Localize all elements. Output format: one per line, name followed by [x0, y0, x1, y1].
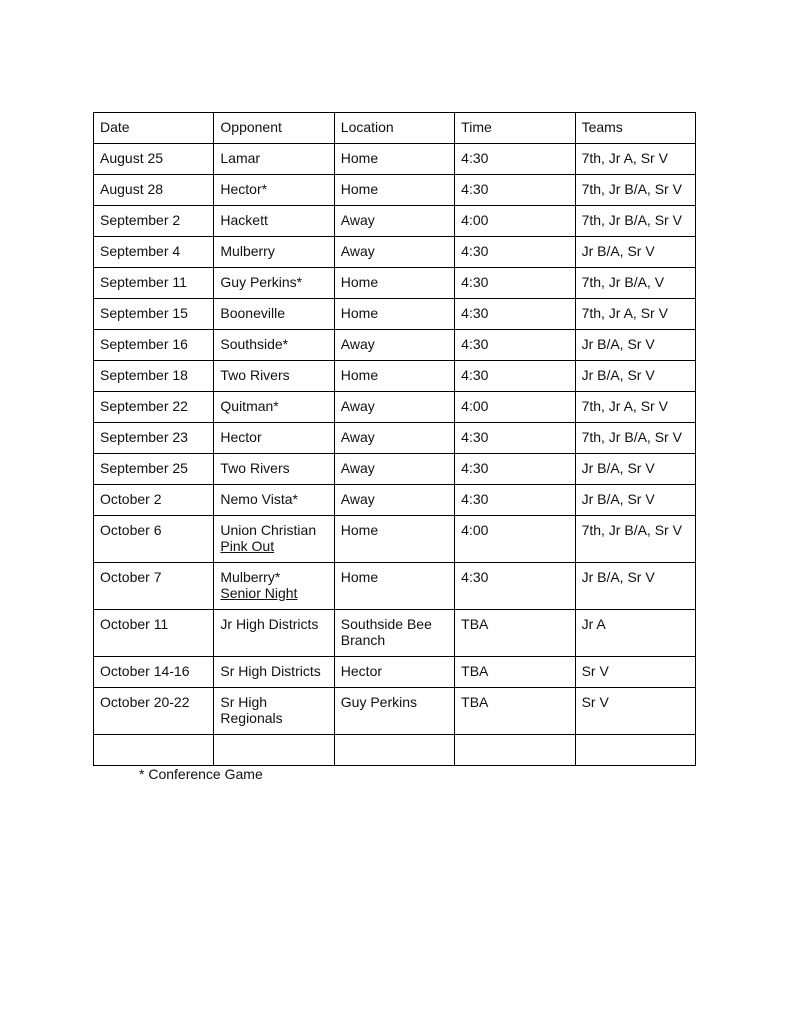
- cell-teams: [575, 144, 695, 175]
- cell-text: Branch: [340, 632, 386, 648]
- cell-date: [94, 657, 214, 688]
- cell-date: [94, 392, 214, 423]
- cell-opponent: [214, 206, 334, 237]
- cell-text: 4:30: [461, 243, 489, 259]
- schedule-table: [93, 112, 696, 766]
- cell-teams: [575, 330, 695, 361]
- cell-teams: [575, 361, 695, 392]
- cell-time: [455, 657, 575, 688]
- cell-location: [334, 392, 454, 423]
- cell-text: Home: [340, 305, 379, 321]
- cell-opponent: [214, 423, 334, 454]
- cell-teams: [575, 563, 695, 610]
- table-row: [94, 392, 696, 423]
- cell-text: September 2: [100, 212, 181, 228]
- cell-text: Regionals: [220, 710, 283, 726]
- cell-text: Away: [340, 460, 375, 476]
- cell-text: Hector: [340, 663, 383, 679]
- cell-text: 4:30: [461, 429, 489, 445]
- cell-date: [94, 299, 214, 330]
- cell-opponent: [214, 688, 334, 735]
- cell-text: Guy Perkins*: [220, 274, 303, 290]
- cell-time: [455, 268, 575, 299]
- cell-location: [334, 610, 454, 657]
- cell-teams: [575, 454, 695, 485]
- cell-date: [94, 237, 214, 268]
- table-row: [94, 735, 696, 766]
- cell-text: 7th, Jr B/A, Sr V: [581, 212, 682, 228]
- cell-text: 7th, Jr A, Sr V: [581, 150, 668, 166]
- cell-text: Nemo Vista*: [220, 491, 298, 507]
- cell-teams: [575, 392, 695, 423]
- footnote: * Conference Game: [139, 766, 263, 782]
- cell-location: [334, 206, 454, 237]
- cell-text: October 2: [100, 491, 162, 507]
- cell-time: [455, 206, 575, 237]
- cell-text: Sr High Districts: [220, 663, 321, 679]
- cell-time: [455, 392, 575, 423]
- cell-time: [455, 688, 575, 735]
- cell-opponent: [214, 454, 334, 485]
- table-row: [94, 485, 696, 516]
- header-teams: Teams: [575, 113, 695, 144]
- header-location: Location: [334, 113, 454, 144]
- cell-opponent: [214, 610, 334, 657]
- cell-date: [94, 268, 214, 299]
- cell-text: 4:30: [461, 305, 489, 321]
- cell-text: Quitman*: [220, 398, 279, 414]
- cell-text: Hector: [220, 429, 262, 445]
- cell-teams: [575, 610, 695, 657]
- cell-text: Southside*: [220, 336, 289, 352]
- table-row: [94, 299, 696, 330]
- cell-opponent: [214, 361, 334, 392]
- table-row: [94, 657, 696, 688]
- cell-text: Away: [340, 398, 375, 414]
- cell-location: [334, 454, 454, 485]
- cell-text: September 4: [100, 243, 181, 259]
- cell-text: Guy Perkins: [340, 694, 418, 710]
- header-row: [94, 113, 696, 144]
- cell-location: [334, 361, 454, 392]
- cell-date: [94, 175, 214, 206]
- cell-date: [94, 423, 214, 454]
- cell-time: [455, 423, 575, 454]
- cell-text: Mulberry*: [220, 569, 281, 585]
- cell-opponent: [214, 657, 334, 688]
- cell-teams: [575, 237, 695, 268]
- schedule-body: [94, 144, 696, 766]
- cell-text: Mulberry: [220, 243, 275, 259]
- cell-teams: [575, 516, 695, 563]
- cell-text: Jr B/A, Sr V: [581, 243, 655, 259]
- cell-text: Away: [340, 212, 375, 228]
- table-row: [94, 688, 696, 735]
- cell-text: 4:30: [461, 367, 489, 383]
- cell-text: 4:30: [461, 491, 489, 507]
- cell-text: Two Rivers: [220, 460, 290, 476]
- cell-text: Senior Night: [220, 585, 298, 601]
- table-row: [94, 516, 696, 563]
- cell-text: Sr High: [220, 694, 268, 710]
- cell-text: Union Christian: [220, 522, 317, 538]
- cell-teams: [575, 735, 695, 766]
- cell-text: 4:30: [461, 569, 489, 585]
- cell-location: [334, 330, 454, 361]
- cell-time: [455, 735, 575, 766]
- cell-text: 7th, Jr A, Sr V: [581, 398, 668, 414]
- cell-text: TBA: [461, 663, 489, 679]
- table-row: [94, 423, 696, 454]
- cell-opponent: [214, 735, 334, 766]
- header-date: Date: [94, 113, 214, 144]
- cell-text: September 25: [100, 460, 188, 476]
- cell-date: [94, 454, 214, 485]
- cell-text: September 15: [100, 305, 188, 321]
- cell-opponent: [214, 485, 334, 516]
- cell-time: [455, 330, 575, 361]
- cell-time: [455, 361, 575, 392]
- cell-opponent: [214, 330, 334, 361]
- table-row: [94, 144, 696, 175]
- cell-text: Booneville: [220, 305, 285, 321]
- cell-location: [334, 657, 454, 688]
- cell-date: [94, 485, 214, 516]
- cell-text: 4:00: [461, 522, 489, 538]
- table-row: [94, 610, 696, 657]
- cell-location: [334, 268, 454, 299]
- cell-text: Jr B/A, Sr V: [581, 460, 655, 476]
- table-row: [94, 361, 696, 392]
- table-row: [94, 330, 696, 361]
- cell-text: Lamar: [220, 150, 261, 166]
- cell-opponent: [214, 268, 334, 299]
- cell-text: September 23: [100, 429, 188, 445]
- cell-text: 4:30: [461, 274, 489, 290]
- cell-time: [455, 563, 575, 610]
- cell-location: [334, 423, 454, 454]
- cell-text: TBA: [461, 616, 489, 632]
- cell-text: Sr V: [581, 663, 609, 679]
- cell-text: October 20-22: [100, 694, 190, 710]
- cell-text: August 28: [100, 181, 164, 197]
- cell-opponent: [214, 175, 334, 206]
- cell-text: 4:30: [461, 150, 489, 166]
- cell-text: Away: [340, 336, 375, 352]
- cell-location: [334, 688, 454, 735]
- cell-time: [455, 299, 575, 330]
- cell-text: Southside Bee: [340, 616, 432, 632]
- cell-date: [94, 361, 214, 392]
- cell-date: [94, 735, 214, 766]
- cell-teams: [575, 206, 695, 237]
- cell-time: [455, 454, 575, 485]
- cell-opponent: [214, 392, 334, 423]
- cell-teams: [575, 423, 695, 454]
- cell-date: [94, 610, 214, 657]
- cell-text: 7th, Jr B/A, Sr V: [581, 522, 682, 538]
- cell-location: [334, 735, 454, 766]
- cell-text: Away: [340, 429, 375, 445]
- cell-date: [94, 144, 214, 175]
- cell-opponent: [214, 237, 334, 268]
- cell-text: September 22: [100, 398, 188, 414]
- header-time: Time: [455, 113, 575, 144]
- cell-text: August 25: [100, 150, 164, 166]
- cell-text: 7th, Jr B/A, V: [581, 274, 665, 290]
- table-row: [94, 268, 696, 299]
- cell-time: [455, 485, 575, 516]
- cell-opponent: [214, 144, 334, 175]
- cell-text: Jr B/A, Sr V: [581, 336, 655, 352]
- cell-teams: [575, 657, 695, 688]
- cell-text: 4:30: [461, 181, 489, 197]
- cell-text: Away: [340, 491, 375, 507]
- cell-text: Two Rivers: [220, 367, 290, 383]
- cell-location: [334, 237, 454, 268]
- cell-text: October 11: [100, 616, 169, 632]
- cell-text: October 7: [100, 569, 162, 585]
- cell-text: Home: [340, 181, 379, 197]
- cell-teams: [575, 485, 695, 516]
- cell-teams: [575, 175, 695, 206]
- cell-text: Jr B/A, Sr V: [581, 491, 655, 507]
- cell-text: September 16: [100, 336, 188, 352]
- table-row: [94, 454, 696, 485]
- cell-opponent: [214, 516, 334, 563]
- cell-location: [334, 144, 454, 175]
- table-row: [94, 206, 696, 237]
- cell-text: Hackett: [220, 212, 268, 228]
- cell-text: Home: [340, 150, 379, 166]
- cell-text: 7th, Jr B/A, Sr V: [581, 429, 682, 445]
- cell-time: [455, 175, 575, 206]
- cell-text: Jr High Districts: [220, 616, 319, 632]
- cell-text: 7th, Jr A, Sr V: [581, 305, 668, 321]
- cell-text: Pink Out: [220, 538, 275, 554]
- cell-opponent: [214, 563, 334, 610]
- cell-text: Away: [340, 243, 375, 259]
- cell-time: [455, 516, 575, 563]
- cell-teams: [575, 688, 695, 735]
- cell-text: 4:30: [461, 460, 489, 476]
- cell-time: [455, 237, 575, 268]
- cell-date: [94, 563, 214, 610]
- cell-location: [334, 299, 454, 330]
- cell-text: October 6: [100, 522, 162, 538]
- cell-time: [455, 610, 575, 657]
- cell-text: 4:30: [461, 336, 489, 352]
- cell-text: Home: [340, 522, 379, 538]
- cell-text: 4:00: [461, 398, 489, 414]
- cell-text: September 11: [100, 274, 187, 290]
- cell-text: Home: [340, 274, 379, 290]
- cell-location: [334, 485, 454, 516]
- table-row: [94, 563, 696, 610]
- cell-text: Jr A: [581, 616, 606, 632]
- cell-text: Hector*: [220, 181, 268, 197]
- cell-text: Home: [340, 367, 379, 383]
- cell-text: TBA: [461, 694, 489, 710]
- cell-time: [455, 144, 575, 175]
- cell-opponent: [214, 299, 334, 330]
- cell-location: [334, 563, 454, 610]
- cell-text: September 18: [100, 367, 188, 383]
- cell-text: Jr B/A, Sr V: [581, 569, 655, 585]
- cell-date: [94, 516, 214, 563]
- header-opponent: Opponent: [214, 113, 334, 144]
- cell-text: Sr V: [581, 694, 609, 710]
- cell-date: [94, 206, 214, 237]
- cell-teams: [575, 268, 695, 299]
- table-row: [94, 237, 696, 268]
- cell-location: [334, 516, 454, 563]
- cell-text: Home: [340, 569, 379, 585]
- cell-date: [94, 330, 214, 361]
- cell-text: Jr B/A, Sr V: [581, 367, 655, 383]
- cell-text: October 14-16: [100, 663, 190, 679]
- cell-text: 7th, Jr B/A, Sr V: [581, 181, 682, 197]
- cell-date: [94, 688, 214, 735]
- cell-location: [334, 175, 454, 206]
- cell-teams: [575, 299, 695, 330]
- cell-text: 4:00: [461, 212, 489, 228]
- table-row: [94, 175, 696, 206]
